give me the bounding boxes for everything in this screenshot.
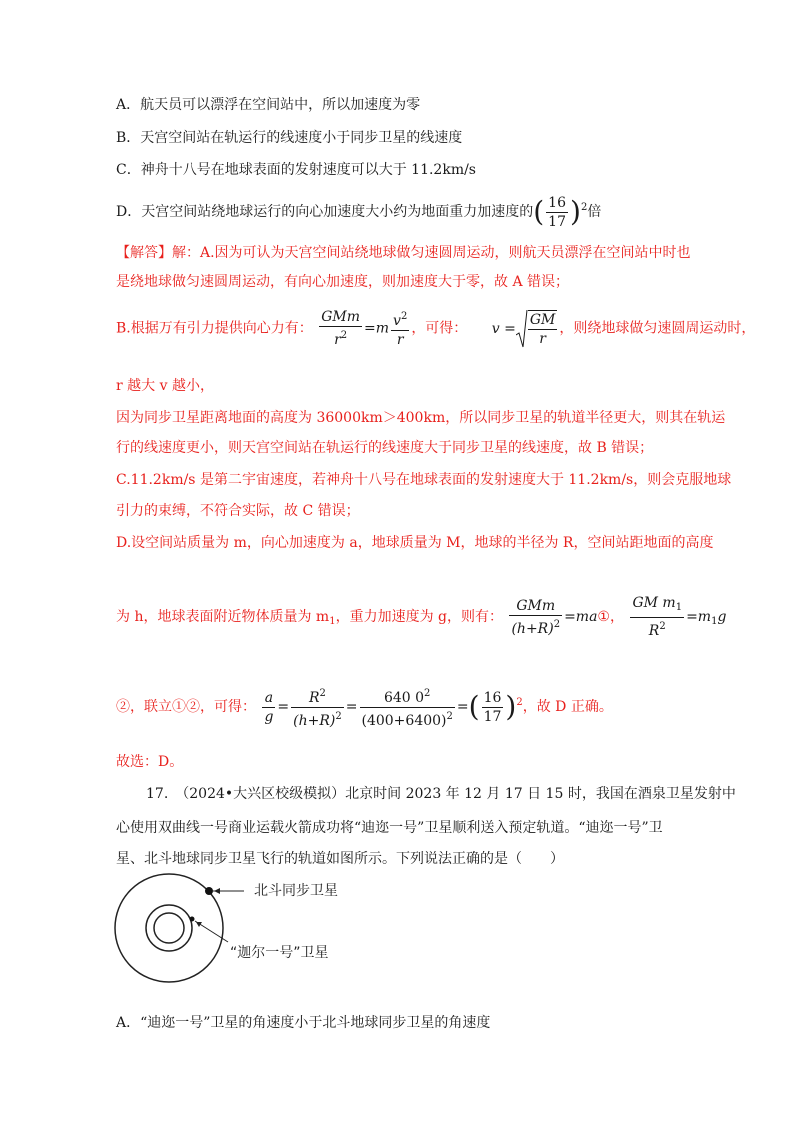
option-d-suffix: 倍 <box>587 204 602 220</box>
answer-conclusion: 故选：D。 <box>116 754 184 770</box>
answer-line-1 <box>116 243 691 263</box>
option-a: A．航天员可以漂浮在空间站中，所以加速度为零 <box>116 97 421 113</box>
frac-den: 17 <box>548 213 566 230</box>
formula-gmm1-r2: $\frac{GM m_1}{R^2}$ <box>632 595 683 639</box>
option-d-text: D．天宫空间站绕地球运行的向心加速度大小约为地面重力加速度的 <box>116 204 534 220</box>
q17-option-a: A．“迪迩一号”卫星的角速度小于北斗地球同步卫星的角速度 <box>116 1015 491 1031</box>
formula-v2-r: $\frac{v^2}{r}$ <box>391 308 409 349</box>
q17-line-2: 心使用双曲线一号商业运载火箭成功将“迪迩一号”卫星顺利送入预定轨道。“迪迩一号”卫 <box>116 820 663 836</box>
sqrt-icon <box>516 309 528 349</box>
middle-orbit <box>146 905 192 951</box>
answer-tag: 【解答】 <box>116 245 172 261</box>
option-b: B．天宫空间站在轨运行的线速度小于同步卫星的线速度 <box>116 130 463 146</box>
earth-circle <box>154 913 184 943</box>
circle-2: ② <box>116 699 130 715</box>
answer-b-line-2: r 越大 v 越小， <box>116 378 214 394</box>
answer-c-line-2: 引力的束缚，不符合实际，故 C 错误； <box>116 503 360 519</box>
arrow-icon <box>214 888 220 894</box>
b-prefix: B.根据万有引力提供向心力有： <box>116 320 313 337</box>
d3-prefix: ，联立①②，可得： <box>130 699 256 715</box>
formula-gmm-r2: $\frac{\text{GMm}}{r^2}$ <box>321 309 360 348</box>
answer-d-line-3: ②，联立①②，可得： $\frac{a}{g}$ = $\frac{R^2}{(h+R)^2}$ = $\frac{640 0^2}{(400+6400)^2}$ =( $\frac{16}{17}$ )$^2$，故 D 正确。 <box>116 683 613 730</box>
b-suffix: ，则绕地球做匀速圆周运动时， <box>559 320 756 337</box>
paren-open: ( <box>533 195 545 228</box>
frac-num: 16 <box>548 194 566 211</box>
option-c: C．神舟十八号在地球表面的发射速度可以大于 11.2km/s <box>116 162 476 178</box>
q17-line-3: 星、北斗地球同步卫星飞行的轨道如图所示。下列说法正确的是（ ） <box>116 851 564 867</box>
dier-satellite-icon <box>190 917 195 922</box>
answer-b-line-4: 行的线速度更小，则天宫空间站在轨运行的线速度大于同步卫星的线速度，故 B 错误； <box>116 440 654 456</box>
circle-1: ① <box>597 609 610 625</box>
answer-text: 解：A.因为可认为天宫空间站绕地球做匀速圆周运动，则航天员漂浮在空间站中时也 <box>172 245 691 261</box>
formula-gmm-h-r: $\frac{\text{GMm}}{(h+R)^2}$ <box>511 597 561 637</box>
fraction-16-17-result: $\frac{16}{17}$ <box>483 689 502 725</box>
fraction-16-17 <box>546 194 568 231</box>
d2-prefix: 为 h，地球表面附近物体质量为 m <box>116 609 330 625</box>
formula-r2-h-r2: $\frac{R^2}{(h+R)^2}$ <box>291 685 344 730</box>
formula-a-g: $\frac{a}{g}$ <box>264 689 274 725</box>
answer-b-line-3: 因为同步卫星距离地面的高度为 36000km＞400km，所以同步卫星的轨道半径更大，则其在轨运 <box>116 410 726 426</box>
paren-close: ) <box>570 195 581 228</box>
d2-mid: ，重力加速度为 g，则有： <box>335 609 503 625</box>
d3-suffix: ，故 D 正确。 <box>522 699 613 715</box>
answer-c-line-1: C.11.2km/s 是第二宇宙速度，若神舟十八号在地球表面的发射速度大于 11.2km/s，则会克服地球 <box>116 472 732 488</box>
formula-sqrt-gm-r: $\frac{GM}{r}$ <box>516 309 560 349</box>
answer-b-line: B.根据万有引力提供向心力有： $\frac{\text{GMm}}{r^2}$ =m $\frac{v^2}{r}$ ，可得： v = $\frac{GM}{r}$ ，则绕地球做匀速圆周运动时， <box>116 309 756 348</box>
b-mid: ，可得： <box>411 320 468 337</box>
answer-d-line-2: 为 h，地球表面附近物体质量为 $m_1$，重力加速度为 g，则有： $\frac{\text{GMm}}{(h+R)^2}$ =ma①， $\frac{GM m_1}{R^2}$ $=m_1g$ <box>116 595 727 639</box>
q17-line-1: 17. （2024•大兴区校级模拟）北京时间 2023 年 12 月 17 日 15 时，我国在酒泉卫星发射中 <box>146 786 736 802</box>
label-dier: “迦尔一号”卫星 <box>230 945 329 961</box>
formula-6400-ratio: $\frac{640 0^2}{(400+6400)^2}$ <box>360 685 455 730</box>
answer-line-2: 是绕地球做匀速圆周运动，有向心加速度，则加速度大于零，故 A 错误； <box>116 274 570 290</box>
option-d: D．天宫空间站绕地球运行的向心加速度大小约为地面重力加速度的( $\frac{16}{17}$ )$^2$倍 <box>116 194 602 230</box>
orbit-diagram <box>112 872 372 992</box>
answer-d-line-1: D.设空间站质量为 m，向心加速度为 a，地球质量为 M，地球的半径为 R，空间站距地面的高度 <box>116 535 714 551</box>
beidou-satellite-icon <box>205 887 213 895</box>
label-beidou: 北斗同步卫星 <box>254 883 338 899</box>
